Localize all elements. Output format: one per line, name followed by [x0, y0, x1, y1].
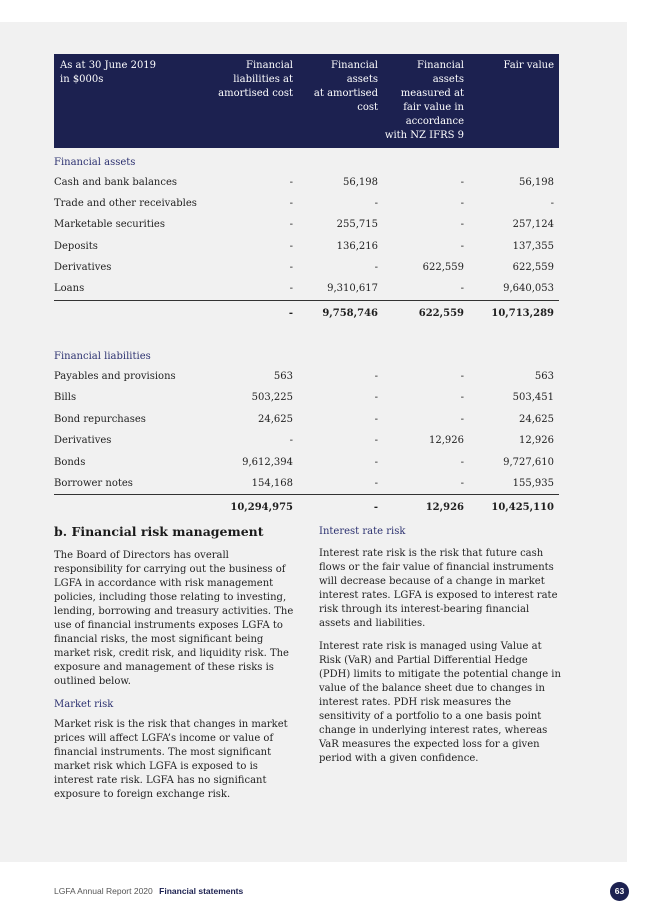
right-column [319, 525, 561, 775]
table-row [54, 452, 559, 473]
row-value: 56,198 [519, 176, 554, 188]
row-label: Derivatives [54, 435, 112, 447]
liabilities-section-title [54, 342, 559, 366]
total-value: 9,758,746 [298, 300, 383, 326]
row-value: - [374, 392, 378, 404]
table-row [54, 172, 559, 193]
table-row [54, 473, 559, 494]
total-value: - [212, 300, 298, 326]
row-value: - [460, 219, 464, 231]
row-value: 9,727,610 [503, 456, 554, 468]
assets-section-title [54, 148, 559, 172]
row-value: - [460, 456, 464, 468]
total-value: 622,559 [383, 300, 469, 326]
row-value: - [289, 435, 293, 447]
row-value: - [289, 198, 293, 210]
row-value: - [374, 477, 378, 489]
row-label: Bonds [54, 456, 86, 468]
table-row [54, 193, 559, 214]
interest-rate-heading: Interest rate risk [319, 526, 406, 537]
liabilities-section-title-label: Financial liabilities [54, 351, 151, 363]
row-label: Derivatives [54, 262, 112, 274]
table-header-row [54, 54, 559, 148]
assets-section-title-label: Financial assets [54, 157, 136, 168]
section-heading: b. Financial risk management [54, 524, 264, 539]
row-value: 154,168 [251, 477, 293, 489]
table-row [54, 236, 559, 257]
row-value: - [460, 240, 464, 252]
header-period: As at 30 June 2019 in $000s [54, 54, 212, 148]
total-value: 12,926 [383, 495, 469, 521]
row-value: 622,559 [422, 262, 464, 274]
row-label: Bond repurchases [54, 413, 146, 425]
row-value: 137,355 [512, 240, 554, 252]
row-value: - [550, 198, 554, 210]
table-row [54, 409, 559, 430]
row-value: 12,926 [519, 435, 554, 447]
row-value: - [289, 283, 293, 295]
row-value: - [374, 198, 378, 210]
row-value: - [374, 371, 378, 383]
row-value: 56,198 [343, 176, 378, 188]
header-fair-value: Fair value [469, 54, 559, 148]
row-value: - [374, 456, 378, 468]
row-value: 255,715 [336, 219, 378, 231]
interest-paragraph-2: Interest rate risk is managed using Value at Risk (VaR) and Partial Differential Hedge (PDH) limits to mitigate the potential change in value of the balance sheet due to changes in interest rates. PDH risk measures the sensitivity of a portfolio to a one basis point change in underlying interest rates, whereas VaR measures the expected loss for a given period with a given confidence. [319, 641, 561, 764]
row-value: - [374, 413, 378, 425]
total-value: 10,713,289 [469, 300, 559, 326]
row-value: - [460, 392, 464, 404]
table-row [54, 431, 559, 452]
footer-section-title: Financial statements [159, 886, 244, 896]
row-value: 503,451 [512, 392, 554, 404]
header-assets-amortised: Financial assets at amortised cost [298, 54, 383, 148]
row-value: - [460, 283, 464, 295]
market-risk-heading: Market risk [54, 699, 114, 710]
spacer-row [54, 326, 559, 342]
row-value: 24,625 [258, 413, 293, 425]
row-value: 622,559 [512, 262, 554, 274]
spacer-cell [54, 326, 559, 342]
row-value: - [460, 371, 464, 383]
row-value: 9,310,617 [327, 283, 378, 295]
row-value: 503,225 [251, 392, 293, 404]
row-label: Deposits [54, 240, 98, 252]
row-value: - [460, 477, 464, 489]
interest-paragraph-1: Interest rate risk is the risk that future cash flows or the fair value of financial instruments will decrease because of a change in market interest rates. LGFA is exposed to interest rate risk through its interest-bearing financial assets and liabilities. [319, 548, 558, 629]
row-value: - [374, 262, 378, 274]
row-value: 9,612,394 [242, 456, 293, 468]
total-value: 10,425,110 [469, 495, 559, 521]
row-value: 24,625 [519, 413, 554, 425]
row-label: Bills [54, 392, 77, 404]
row-value: - [374, 435, 378, 447]
row-value: - [460, 176, 464, 188]
row-value: - [460, 198, 464, 210]
row-label: Payables and provisions [54, 371, 176, 383]
page-number: 63 [610, 882, 629, 901]
table-row [54, 388, 559, 409]
table-row [54, 279, 559, 300]
header-assets-fair-value: Financial assets measured at fair value in accordance with NZ IFRS 9 [383, 54, 469, 148]
row-value: 257,124 [512, 219, 554, 231]
row-label: Trade and other receivables [54, 198, 197, 210]
row-label: Marketable securities [54, 219, 165, 231]
financial-instruments-table [54, 54, 559, 521]
total-label [54, 495, 212, 521]
footer [54, 886, 243, 896]
row-label: Borrower notes [54, 477, 133, 489]
table-row [54, 215, 559, 236]
row-value: - [289, 262, 293, 274]
row-value: 136,216 [336, 240, 378, 252]
row-value: 9,640,053 [503, 283, 554, 295]
row-value: - [289, 219, 293, 231]
row-value: - [460, 413, 464, 425]
liabilities-total-row [54, 495, 559, 521]
row-value: 155,935 [512, 477, 554, 489]
left-column [54, 524, 294, 811]
row-value: - [289, 240, 293, 252]
market-risk-paragraph: Market risk is the risk that changes in market prices will affect LGFA’s income or value of financial instruments. The most significant market risk which LGFA is exposed to is interest rate risk. LGFA has no significant exposure to foreign exchange risk. [54, 719, 288, 800]
header-liabilities-amortised: Financial liabilities at amortised cost [212, 54, 298, 148]
total-value: - [298, 495, 383, 521]
row-value: 563 [273, 371, 293, 383]
row-value: - [289, 176, 293, 188]
footer-report-title: LGFA Annual Report 2020 [54, 886, 153, 896]
total-value: 10,294,975 [212, 495, 298, 521]
total-label [54, 300, 212, 326]
table-row [54, 366, 559, 387]
row-label: Cash and bank balances [54, 176, 178, 188]
row-value: 563 [534, 371, 554, 383]
assets-total-row [54, 300, 559, 326]
row-value: 12,926 [429, 435, 464, 447]
table-row [54, 258, 559, 279]
row-label: Loans [54, 283, 85, 295]
intro-paragraph: The Board of Directors has overall responsibility for carrying out the business of LGFA in accordance with risk management policies, including those relating to investing, lending, borrowing and treasury activities. The use of financial instruments exposes LGFA to financial risks, the most significant being market risk, credit risk, and liquidity risk. The exposure and management of these risks is outlined below. [54, 550, 294, 687]
